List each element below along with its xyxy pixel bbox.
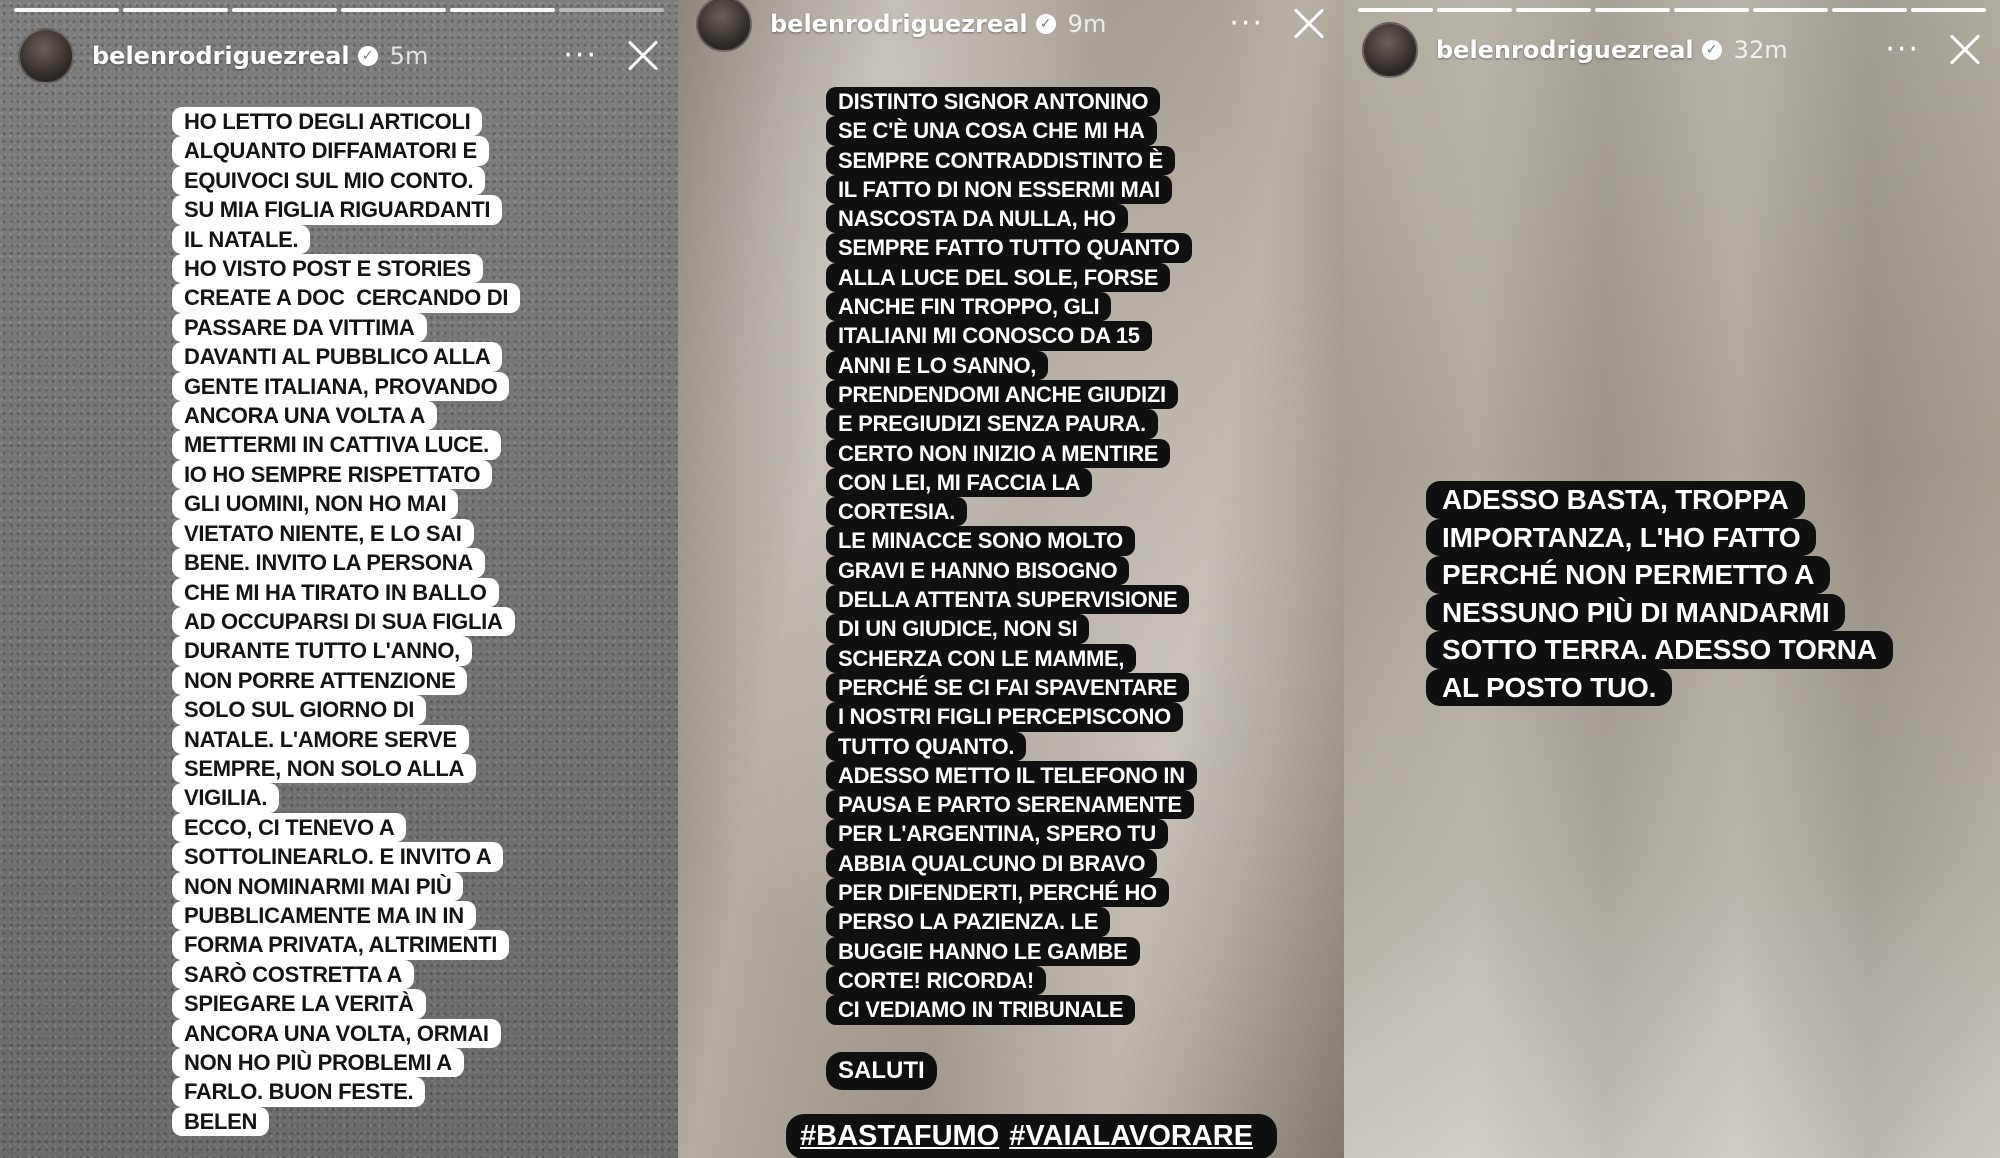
story-text-line: PER DIFENDERTI, PERCHÉ HO	[826, 878, 1169, 907]
story-text-line: AD OCCUPARSI DI SUA FIGLIA	[172, 607, 515, 636]
story-text-line: ECCO, CI TENEVO A	[172, 813, 406, 842]
progress-segment	[232, 8, 337, 12]
story-text-line: ANNI E LO SANNO,	[826, 351, 1048, 380]
progress-segment	[1674, 8, 1749, 12]
story-text-line: SPIEGARE LA VERITÀ	[172, 989, 426, 1018]
story-text-line: I NOSTRI FIGLI PERCEPISCONO	[826, 702, 1183, 731]
more-options-icon[interactable]: ···	[1229, 6, 1264, 41]
story-text-line: CREATE A DOC CERCANDO DI	[172, 283, 520, 312]
progress-segment	[1516, 8, 1591, 12]
story-text	[1426, 481, 1893, 706]
story-header	[18, 24, 660, 88]
avatar[interactable]	[18, 28, 74, 84]
more-options-icon[interactable]: ···	[563, 38, 598, 73]
story-text-line: SCHERZA CON LE MAMME,	[826, 644, 1136, 673]
story-panel-3[interactable]	[1344, 0, 2000, 1158]
story-text-line: GENTE ITALIANA, PROVANDO	[172, 372, 509, 401]
story-panel-1[interactable]	[0, 0, 678, 1158]
story-text-line: NON PORRE ATTENZIONE	[172, 666, 467, 695]
saluti-sticker: SALUTI	[826, 1052, 937, 1090]
story-header	[696, 0, 1326, 56]
hashtags-sticker	[786, 1114, 1277, 1158]
avatar[interactable]	[1362, 22, 1418, 78]
story-text-line: IMPORTANZA, L'HO FATTO	[1426, 519, 1816, 557]
progress-segment	[1595, 8, 1670, 12]
story-progress-bar	[14, 8, 664, 12]
story-text-line: SOTTO TERRA. ADESSO TORNA	[1426, 631, 1893, 669]
story-text-line: LE MINACCE SONO MOLTO	[826, 526, 1135, 555]
close-icon[interactable]	[1948, 33, 1982, 67]
story-text-line: CON LEI, MI FACCIA LA	[826, 468, 1092, 497]
close-icon[interactable]	[626, 39, 660, 73]
story-text-line: DI UN GIUDICE, NON SI	[826, 614, 1089, 643]
story-text-line: VIGILIA.	[172, 783, 279, 812]
story-text-line: CHE MI HA TIRATO IN BALLO	[172, 578, 499, 607]
story-text	[172, 107, 520, 1136]
story-text	[826, 87, 1197, 1025]
verified-badge-icon: ✓	[358, 46, 378, 66]
more-options-icon[interactable]: ···	[1885, 32, 1920, 67]
username[interactable]: belenrodriguezreal	[1436, 36, 1694, 64]
story-text-line: EQUIVOCI SUL MIO CONTO.	[172, 166, 485, 195]
progress-segment	[123, 8, 228, 12]
story-text-line: ABBIA QUALCUNO DI BRAVO	[826, 849, 1157, 878]
story-panel-2[interactable]	[678, 0, 1344, 1158]
progress-segment	[1437, 8, 1512, 12]
story-text-line: PER L'ARGENTINA, SPERO TU	[826, 819, 1168, 848]
story-time: 5m	[389, 42, 429, 70]
story-text-line: PASSARE DA VITTIMA	[172, 313, 427, 342]
story-text-line: SOTTOLINEARLO. E INVITO A	[172, 842, 503, 871]
avatar[interactable]	[696, 0, 752, 52]
progress-segment	[14, 8, 119, 12]
progress-segment	[450, 8, 555, 12]
story-text-line: ANCHE FIN TROPPO, GLI	[826, 292, 1111, 321]
story-text-line: CI VEDIAMO IN TRIBUNALE	[826, 995, 1135, 1024]
story-text-line: SEMPRE CONTRADDISTINTO È	[826, 146, 1175, 175]
story-text-line: ALQUANTO DIFFAMATORI E	[172, 136, 489, 165]
story-text-line: AL POSTO TUO.	[1426, 669, 1672, 707]
story-text-line: BENE. INVITO LA PERSONA	[172, 548, 485, 577]
close-icon[interactable]	[1292, 7, 1326, 41]
story-text-line: DAVANTI AL PUBBLICO ALLA	[172, 342, 502, 371]
story-text-line: SE C'È UNA COSA CHE MI HA	[826, 116, 1157, 145]
story-text-line: E PREGIUDIZI SENZA PAURA.	[826, 409, 1158, 438]
story-text-line: IO HO SEMPRE RISPETTATO	[172, 460, 492, 489]
story-text-line: SARÒ COSTRETTA A	[172, 960, 414, 989]
story-text-line: CORTE! RICORDA!	[826, 966, 1046, 995]
username[interactable]: belenrodriguezreal	[770, 10, 1028, 38]
story-text-line: PRENDENDOMI ANCHE GIUDIZI	[826, 380, 1178, 409]
verified-badge-icon: ✓	[1702, 40, 1722, 60]
story-text-line: FARLO. BUON FESTE.	[172, 1077, 425, 1106]
story-text-line: BELEN	[172, 1107, 269, 1136]
story-text-line: NASCOSTA DA NULLA, HO	[826, 204, 1128, 233]
story-text-line: ANCORA UNA VOLTA, ORMAI	[172, 1019, 501, 1048]
progress-segment	[1911, 8, 1986, 12]
story-text-line: ADESSO BASTA, TROPPA	[1426, 481, 1805, 519]
story-header	[1362, 18, 1982, 82]
story-text-line: METTERMI IN CATTIVA LUCE.	[172, 430, 501, 459]
story-text-line: PAUSA E PARTO SERENAMENTE	[826, 790, 1194, 819]
progress-segment	[1753, 8, 1828, 12]
story-progress-bar	[1358, 8, 1986, 12]
story-text-line: SOLO SUL GIORNO DI	[172, 695, 426, 724]
progress-segment	[341, 8, 446, 12]
progress-segment	[1358, 8, 1433, 12]
story-text-line: PUBBLICAMENTE MA IN IN	[172, 901, 476, 930]
story-text-line: GRAVI E HANNO BISOGNO	[826, 556, 1129, 585]
story-text-line: HO VISTO POST E STORIES	[172, 254, 483, 283]
story-text-line: IL NATALE.	[172, 225, 310, 254]
story-text-line: VIETATO NIENTE, E LO SAI	[172, 519, 474, 548]
story-text-line: ITALIANI MI CONOSCO DA 15	[826, 321, 1152, 350]
story-text-line: DISTINTO SIGNOR ANTONINO	[826, 87, 1160, 116]
story-text-line: DELLA ATTENTA SUPERVISIONE	[826, 585, 1189, 614]
story-text-line: SEMPRE, NON SOLO ALLA	[172, 754, 476, 783]
story-text-line: NATALE. L'AMORE SERVE	[172, 725, 469, 754]
story-text-line: PERCHÉ SE CI FAI SPAVENTARE	[826, 673, 1189, 702]
story-text-line: FORMA PRIVATA, ALTRIMENTI	[172, 930, 509, 959]
progress-segment	[1832, 8, 1907, 12]
story-time: 9m	[1067, 10, 1107, 38]
story-text-line: SEMPRE FATTO TUTTO QUANTO	[826, 233, 1192, 262]
story-text-line: GLI UOMINI, NON HO MAI	[172, 489, 458, 518]
story-text-line: SU MIA FIGLIA RIGUARDANTI	[172, 195, 502, 224]
story-text-line: NON NOMINARMI MAI PIÙ	[172, 872, 463, 901]
story-text-line: ADESSO METTO IL TELEFONO IN	[826, 761, 1197, 790]
hashtag-link[interactable]: #BASTAFUMO	[800, 1120, 1000, 1152]
story-text-line: BUGGIE HANNO LE GAMBE	[826, 937, 1140, 966]
story-text-line: CERTO NON INIZIO A MENTIRE	[826, 439, 1170, 468]
story-text-line: CORTESIA.	[826, 497, 967, 526]
story-text-line: TUTTO QUANTO.	[826, 732, 1026, 761]
story-time: 32m	[1733, 36, 1788, 64]
story-text-line: ALLA LUCE DEL SOLE, FORSE	[826, 263, 1170, 292]
verified-badge-icon: ✓	[1036, 14, 1056, 34]
story-text-line: ANCORA UNA VOLTA A	[172, 401, 437, 430]
progress-segment	[559, 8, 664, 12]
username[interactable]: belenrodriguezreal	[92, 42, 350, 70]
hashtag-link[interactable]: #VAIALAVORARE	[1009, 1120, 1254, 1152]
story-text-line: IL FATTO DI NON ESSERMI MAI	[826, 175, 1172, 204]
story-text-line: PERCHÉ NON PERMETTO A	[1426, 556, 1830, 594]
story-text-line: NESSUNO PIÙ DI MANDARMI	[1426, 594, 1845, 632]
story-text-line: NON HO PIÙ PROBLEMI A	[172, 1048, 464, 1077]
story-text-line: PERSO LA PAZIENZA. LE	[826, 907, 1110, 936]
story-text-line: DURANTE TUTTO L'ANNO,	[172, 636, 472, 665]
story-text-line: HO LETTO DEGLI ARTICOLI	[172, 107, 482, 136]
